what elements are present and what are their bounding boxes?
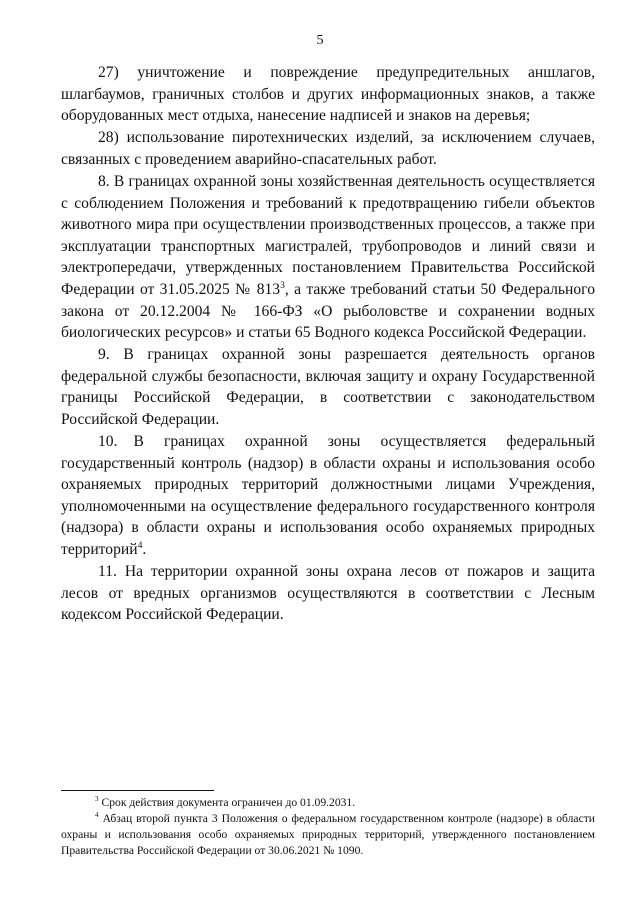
footnote-ref-4: 4 bbox=[137, 539, 143, 551]
paragraph-item-28: 28) использование пиротехнических изделий, за исключением случаев, связанных с проведением аварийно-спасательных работ. bbox=[61, 129, 595, 168]
paragraph-11: 11. На территории охранной зоны охрана лесов от пожаров и защита лесов от вредных организмов осуществляются в соответствии с Лесным кодексом Российской Федерации. bbox=[61, 563, 595, 624]
footnotes bbox=[61, 795, 595, 859]
paragraph-9: 9. В границах охранной зоны разрешается деятельность органов федеральной службы безопасности, включая защиту и охрану Государственной границы Российской Федерации, в соответствии с законодательством Российской Федерации. bbox=[61, 346, 595, 428]
footnote-ref-3: 3 bbox=[280, 279, 285, 291]
footnote-4: $^4$ Абзац второй пункта 3 Положения о федеральном государственном контроле (надзоре) в области охраны и использования особо охраняемых природных территорий, утвержденного постановлением Правительства Российской Федерации от 30.06.2021 № 1090. bbox=[61, 811, 595, 857]
document-body bbox=[61, 62, 595, 626]
paragraph-10: 10. В границах охранной зоны осуществляется федеральный государственный контроль (надзор) в области охраны и использования особо охраняемых природных территорий должностными лицами Учреждения, уполномоченными на осуществление федерального государственного контроля (надзора) в области охраны и использования особо охраняемых природных территорий$^4$. bbox=[61, 433, 595, 559]
footnote-separator bbox=[61, 790, 214, 791]
paragraph-item-27: 27) уничтожение и повреждение предупредительных аншлагов, шлагбаумов, граничных столбов и других информационных знаков, а также оборудованных мест отдыха, нанесение надписей и знаков на деревья; bbox=[61, 64, 595, 125]
paragraph-8: 8. В границах охранной зоны хозяйственная деятельность осуществляется с соблюдением Положения и требований к предотвращению гибели объектов животного мира при осуществлении производственных процессов, а также при эксплуатации транспортных магистралей, трубопроводов и линий связи и электропередачи, утвержденных постановлением Правительства Российской Федерации от 31.05.2025 № $813^3$, а также требований статьи 50 Федерального закона от 20.12.2004 № 166-ФЗ «О рыболовстве и сохранении водных биологических ресурсов» и статьи 65 Водного кодекса Российской Федерации. bbox=[61, 172, 595, 342]
footnote-3: $^3$ Срок действия документа ограничен до 01.09.2031. bbox=[95, 795, 356, 809]
page-number: 5 bbox=[316, 33, 324, 48]
